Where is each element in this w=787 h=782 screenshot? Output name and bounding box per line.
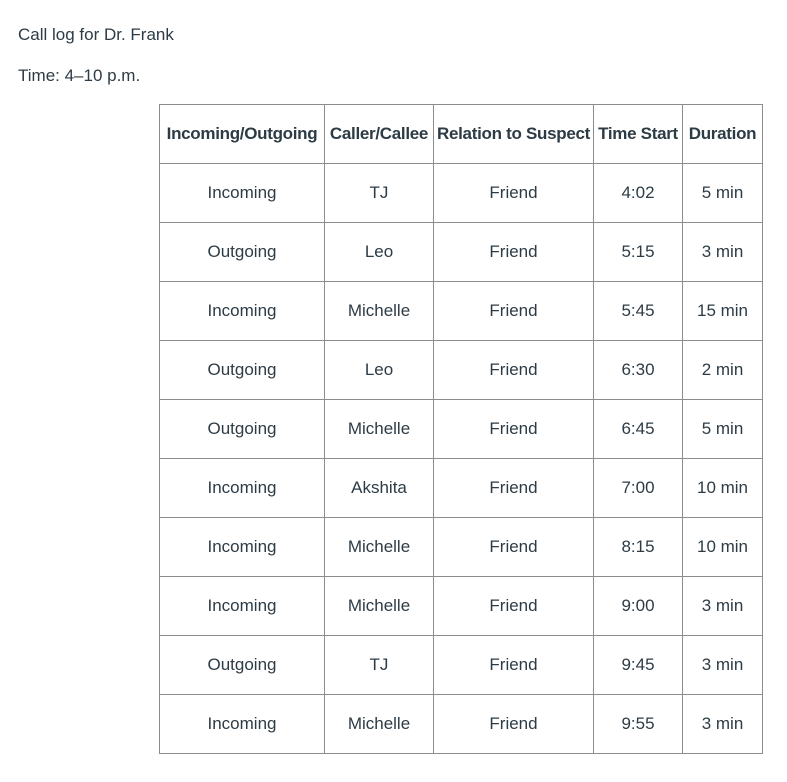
relation-cell: Friend (434, 341, 594, 400)
time-start-cell: 5:15 (594, 223, 683, 282)
relation-cell: Friend (434, 577, 594, 636)
caller-cell: Akshita (325, 459, 434, 518)
column-header-direction: Incoming/Outgoing (160, 105, 325, 164)
time-start-cell: 4:02 (594, 164, 683, 223)
relation-cell: Friend (434, 282, 594, 341)
duration-cell: 3 min (683, 577, 763, 636)
direction-cell: Outgoing (160, 223, 325, 282)
caller-cell: Michelle (325, 282, 434, 341)
time-start-cell: 9:55 (594, 695, 683, 754)
duration-cell: 3 min (683, 636, 763, 695)
table-row (160, 695, 763, 754)
column-header-relation: Relation to Suspect (434, 105, 594, 164)
relation-cell: Friend (434, 695, 594, 754)
table-row (160, 400, 763, 459)
duration-cell: 3 min (683, 695, 763, 754)
column-header-duration: Duration (683, 105, 763, 164)
table-row (160, 341, 763, 400)
caller-cell: Michelle (325, 577, 434, 636)
duration-cell: 15 min (683, 282, 763, 341)
caller-cell: Michelle (325, 518, 434, 577)
time-start-cell: 9:00 (594, 577, 683, 636)
table-row (160, 518, 763, 577)
caller-cell: Michelle (325, 400, 434, 459)
direction-cell: Incoming (160, 459, 325, 518)
table-header-row (160, 105, 763, 164)
table-row (160, 459, 763, 518)
time-start-cell: 7:00 (594, 459, 683, 518)
time-start-cell: 6:45 (594, 400, 683, 459)
duration-cell: 5 min (683, 400, 763, 459)
direction-cell: Outgoing (160, 341, 325, 400)
duration-cell: 3 min (683, 223, 763, 282)
direction-cell: Incoming (160, 282, 325, 341)
relation-cell: Friend (434, 223, 594, 282)
relation-cell: Friend (434, 636, 594, 695)
time-start-cell: 9:45 (594, 636, 683, 695)
table-row (160, 282, 763, 341)
table-row (160, 223, 763, 282)
direction-cell: Incoming (160, 164, 325, 223)
direction-cell: Outgoing (160, 400, 325, 459)
caller-cell: Leo (325, 341, 434, 400)
page-title: Call log for Dr. Frank (18, 25, 174, 44)
direction-cell: Incoming (160, 518, 325, 577)
relation-cell: Friend (434, 164, 594, 223)
duration-cell: 10 min (683, 459, 763, 518)
time-range: Time: 4–10 p.m. (18, 66, 141, 85)
time-start-cell: 5:45 (594, 282, 683, 341)
duration-cell: 2 min (683, 341, 763, 400)
caller-cell: TJ (325, 164, 434, 223)
table-row (160, 636, 763, 695)
caller-cell: Leo (325, 223, 434, 282)
direction-cell: Outgoing (160, 636, 325, 695)
call-log-table (159, 104, 763, 754)
duration-cell: 5 min (683, 164, 763, 223)
column-header-caller: Caller/Callee (325, 105, 434, 164)
table-body (160, 164, 763, 754)
table-row (160, 164, 763, 223)
relation-cell: Friend (434, 518, 594, 577)
duration-cell: 10 min (683, 518, 763, 577)
time-start-cell: 6:30 (594, 341, 683, 400)
table-row (160, 577, 763, 636)
direction-cell: Incoming (160, 577, 325, 636)
relation-cell: Friend (434, 400, 594, 459)
column-header-time-start: Time Start (594, 105, 683, 164)
caller-cell: TJ (325, 636, 434, 695)
direction-cell: Incoming (160, 695, 325, 754)
caller-cell: Michelle (325, 695, 434, 754)
time-start-cell: 8:15 (594, 518, 683, 577)
relation-cell: Friend (434, 459, 594, 518)
